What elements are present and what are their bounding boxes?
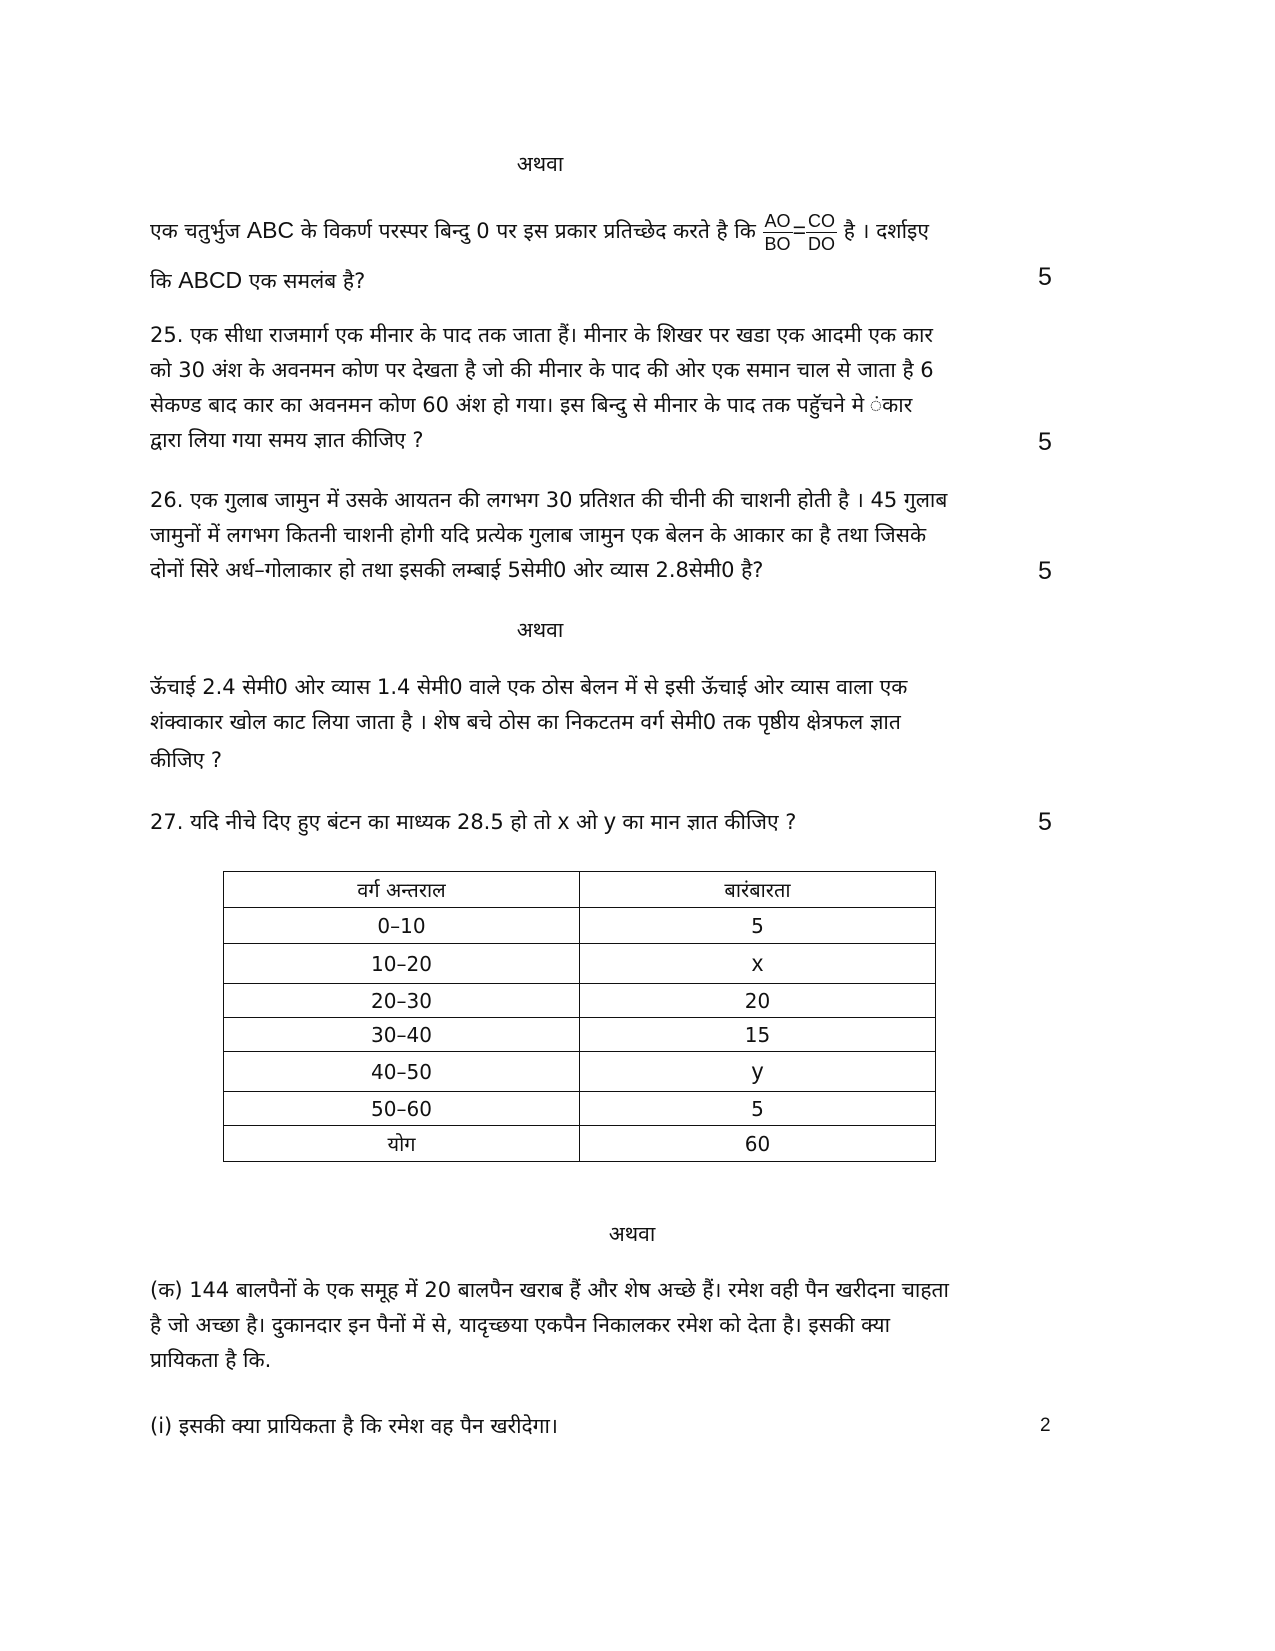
q27alt-line-3: प्रायिकता है कि. bbox=[150, 1348, 272, 1372]
class-interval-cell: 50–60 bbox=[224, 1092, 580, 1126]
class-interval-cell: 20–30 bbox=[224, 984, 580, 1018]
q26-marks: 5 bbox=[1038, 557, 1052, 585]
q24alt-text-d: कि bbox=[150, 269, 172, 293]
q27-text-c: का मान ज्ञात कीजिए ? bbox=[622, 810, 797, 834]
q25-line-4: द्वारा लिया गया समय ज्ञात कीजिए ? bbox=[150, 428, 424, 452]
or-heading-2: अथवा bbox=[516, 618, 564, 642]
q27-var-y: y bbox=[604, 808, 616, 834]
q27alt-line-1: (क) 144 बालपैनों के एक समूह में 20 बालपैन खराब हैं और शेष अच्छे हैं। रमेश वही पैन खरीदना चाहता bbox=[150, 1278, 949, 1302]
frequency-cell: 5 bbox=[580, 1092, 936, 1126]
fraction-co-do-numerator: CO bbox=[808, 210, 835, 231]
q24alt-text-c: है । दर्शाइए bbox=[843, 219, 929, 243]
sub-question-i bbox=[150, 1409, 1122, 1444]
q27-marks: 5 bbox=[1038, 808, 1052, 836]
q24alt-text-b: के विकर्ण परस्पर बिन्दु 0 पर इस प्रकार प्रतिच्छेद करते है कि bbox=[300, 219, 756, 243]
q27alt-line-2: है जो अच्छा है। दुकानदार इन पैनों में से, यादृच्छया एकपैन निकालकर रमेश को देता है। इसकी क्या bbox=[150, 1313, 891, 1337]
frequency-cell: x bbox=[580, 944, 936, 984]
table-row bbox=[224, 944, 936, 984]
sub-question-i-text: (i) इसकी क्या प्रायिकता है कि रमेश वह पैन खरीदेगा। bbox=[150, 1414, 558, 1438]
q24alt-marks: 5 bbox=[1038, 263, 1052, 291]
frequency-distribution-table bbox=[223, 871, 936, 1162]
table-row bbox=[224, 984, 936, 1018]
class-interval-cell: 0–10 bbox=[224, 908, 580, 944]
fraction-co-do-denominator: DO bbox=[808, 233, 835, 254]
question-27 bbox=[150, 804, 1122, 840]
question-26-alternative bbox=[150, 670, 1122, 780]
q27-text-b: ओ bbox=[575, 810, 598, 834]
q24alt-abcd: ABCD bbox=[178, 267, 243, 293]
header-class-interval: वर्ग अन्तराल bbox=[224, 872, 580, 908]
class-interval-cell: 40–50 bbox=[224, 1052, 580, 1092]
frequency-cell: 20 bbox=[580, 984, 936, 1018]
total-label-cell: योग bbox=[224, 1126, 580, 1162]
q24alt-text-e: एक समलंब है? bbox=[248, 269, 366, 293]
q27-var-x: x bbox=[557, 808, 570, 834]
fraction-ao-bo-numerator: AO bbox=[764, 210, 791, 231]
table-row bbox=[224, 908, 936, 944]
frequency-cell: 5 bbox=[580, 908, 936, 944]
total-value-cell: 60 bbox=[580, 1126, 936, 1162]
fraction-ao-bo-denominator: BO bbox=[764, 233, 791, 254]
q25-line-2: को 30 अंश के अवनमन कोण पर देखता है जो की मीनार के पाद की ओर एक समान चाल से जाता है 6 bbox=[150, 358, 934, 382]
class-interval-cell: 30–40 bbox=[224, 1018, 580, 1052]
frequency-cell: 15 bbox=[580, 1018, 936, 1052]
question-26 bbox=[150, 483, 1122, 588]
table-total-row bbox=[224, 1126, 936, 1162]
table-row bbox=[224, 1052, 936, 1092]
q26-line-3: दोनों सिरे अर्ध–गोलाकार हो तथा इसकी लम्बाई 5सेमी0 ओर व्यास 2.8सेमी0 है? bbox=[150, 558, 764, 582]
q24alt-text-a: एक चतुर्भुज bbox=[150, 219, 241, 243]
q27-text-a: 27. यदि नीचे दिए हुए बंटन का माध्यक 28.5 हो तो bbox=[150, 810, 552, 834]
fraction-ao-bo bbox=[763, 210, 793, 255]
fraction-co-do bbox=[806, 210, 837, 255]
class-interval-cell: 10–20 bbox=[224, 944, 580, 984]
header-frequency: बारंबारता bbox=[580, 872, 936, 908]
q26alt-line-3: कीजिए ? bbox=[150, 748, 223, 772]
or-heading-1: अथवा bbox=[516, 152, 564, 176]
q25-line-3: सेकण्ड बाद कार का अवनमन कोण 60 अंश हो गया। इस बिन्दु से मीनार के पाद तक पहुॅचने मे ंकार bbox=[150, 393, 913, 417]
question-25 bbox=[150, 318, 1122, 458]
table-header-row bbox=[224, 872, 936, 908]
q25-marks: 5 bbox=[1038, 428, 1052, 456]
q26alt-line-1: ऊॅचाई 2.4 सेमी0 ओर व्यास 1.4 सेमी0 वाले एक ठोस बेलन में से इसी ऊॅचाई ओर व्यास वाला एक bbox=[150, 675, 908, 699]
frequency-cell: y bbox=[580, 1052, 936, 1092]
q26alt-line-2: शंक्वाकार खोल काट लिया जाता है । शेष बचे ठोस का निकटतम वर्ग सेमी0 तक पृष्ठीय क्षेत्रफल ज्ञात bbox=[150, 710, 901, 734]
question-24-alternative bbox=[150, 203, 1122, 303]
question-27-alternative bbox=[150, 1273, 1122, 1378]
q25-line-1: 25. एक सीधा राजमार्ग एक मीनार के पाद तक जाता हैं। मीनार के शिखर पर खडा एक आदमी एक कार bbox=[150, 323, 934, 347]
table-row bbox=[224, 1018, 936, 1052]
equals-sign: = bbox=[792, 217, 806, 243]
q26-line-2: जामुनों में लगभग कितनी चाशनी होगी यदि प्रत्येक गुलाब जामुन एक बेलन के आकार का है तथा जिसके bbox=[150, 523, 927, 547]
q26-line-1: 26. एक गुलाब जामुन में उसके आयतन की लगभग 30 प्रतिशत की चीनी की चाशनी होती है । 45 गुलाब bbox=[150, 488, 948, 512]
q24alt-abc: ABC bbox=[246, 217, 295, 243]
sub-question-i-marks: 2 bbox=[1040, 1415, 1051, 1436]
or-heading-3: अथवा bbox=[608, 1222, 656, 1246]
table-row bbox=[224, 1092, 936, 1126]
